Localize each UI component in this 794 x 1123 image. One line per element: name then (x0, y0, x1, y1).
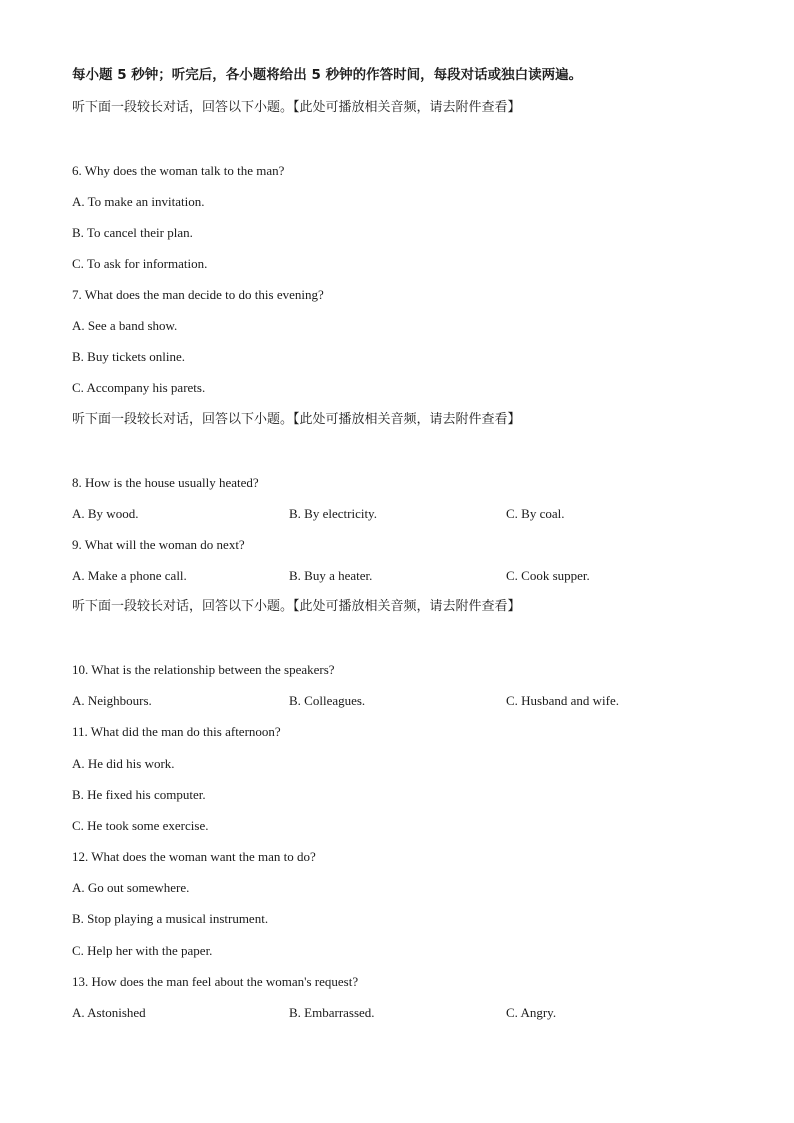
question-stem: 9. What will the woman do next? (72, 537, 245, 552)
answer-option: A. See a band show. (72, 318, 178, 333)
question-stem: 6. Why does the woman talk to the man? (72, 163, 285, 178)
instruction-heading: 每小题 5 秒钟；听完后，各小题将给出 5 秒钟的作答时间，每段对话或独白读两遍。 (72, 67, 583, 83)
answer-option: A. Go out somewhere. (72, 880, 190, 895)
section-note: 听下面一段较长对话，回答以下小题。【此处可播放相关音频，请去附件查看】 (72, 412, 521, 427)
answer-option: C. Husband and wife. (506, 693, 620, 708)
question-stem: 13. How does the man feel about the woman's request? (72, 974, 359, 989)
answer-option: A. Neighbours. (72, 693, 152, 708)
answer-option: A. Make a phone call. (72, 568, 187, 583)
question-stem: 12. What does the woman want the man to do? (72, 849, 316, 864)
answer-option: B. To cancel their plan. (72, 225, 193, 240)
answer-option: B. Buy tickets online. (72, 349, 186, 364)
answer-option: B. Embarrassed. (289, 1005, 375, 1020)
answer-option: B. Buy a heater. (289, 568, 373, 583)
answer-option: C. Accompany his parets. (72, 380, 206, 395)
question-stem: 11. What did the man do this afternoon? (72, 724, 281, 739)
answer-option: C. Angry. (506, 1005, 557, 1020)
answer-option: B. He fixed his computer. (72, 787, 206, 802)
section-note: 听下面一段较长对话，回答以下小题。【此处可播放相关音频，请去附件查看】 (72, 100, 521, 115)
question-stem: 10. What is the relationship between the speakers? (72, 662, 335, 677)
answer-option: A. To make an invitation. (72, 194, 205, 209)
answer-option: C. He took some exercise. (72, 818, 209, 833)
answer-option: B. By electricity. (289, 506, 377, 521)
answer-option: B. Stop playing a musical instrument. (72, 911, 269, 926)
answer-option: C. Cook supper. (506, 568, 590, 583)
section-note: 听下面一段较长对话，回答以下小题。【此处可播放相关音频，请去附件查看】 (72, 599, 521, 614)
answer-option: C. To ask for information. (72, 256, 208, 271)
answer-option: A. By wood. (72, 506, 139, 521)
answer-option: C. Help her with the paper. (72, 943, 213, 958)
question-stem: 8. How is the house usually heated? (72, 475, 259, 490)
answer-option: B. Colleagues. (289, 693, 366, 708)
answer-option: A. Astonished (72, 1005, 146, 1020)
question-stem: 7. What does the man decide to do this evening? (72, 287, 324, 302)
answer-option: A. He did his work. (72, 756, 175, 771)
answer-option: C. By coal. (506, 506, 565, 521)
